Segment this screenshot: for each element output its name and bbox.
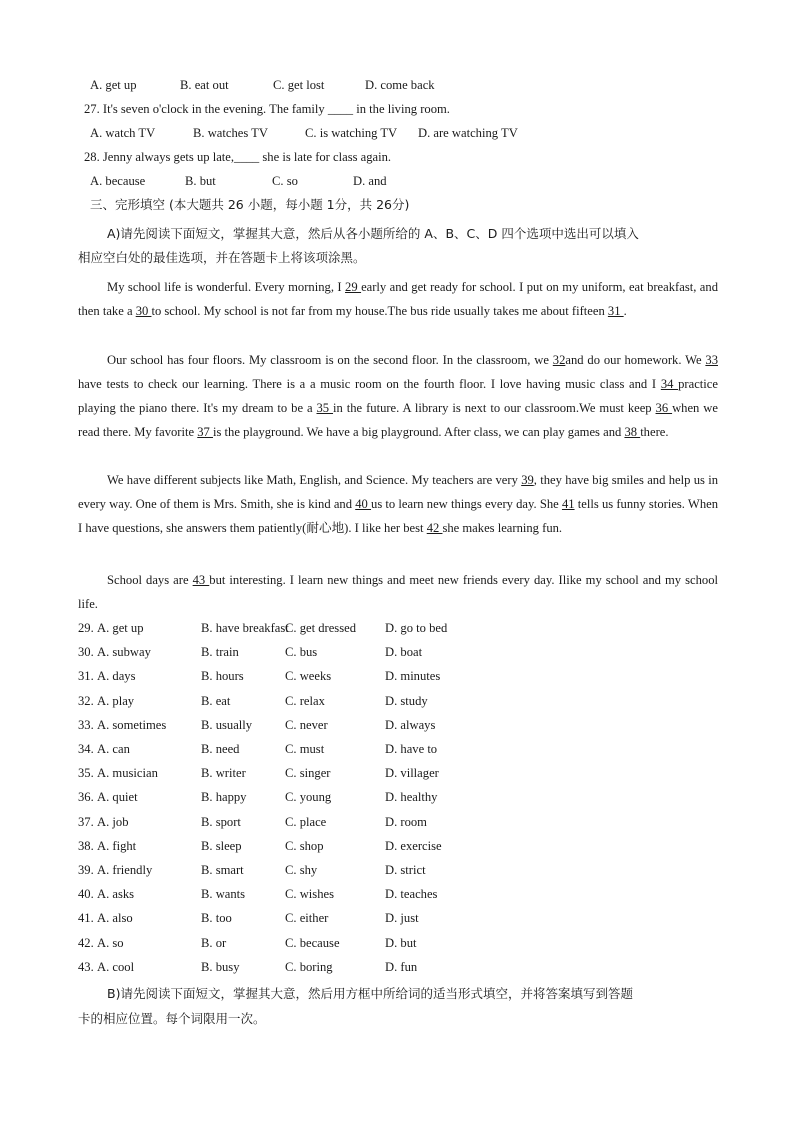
- blank-39: 39: [521, 473, 534, 487]
- answer-option[interactable]: C. relax: [285, 693, 325, 708]
- answer-option[interactable]: A. job: [97, 814, 129, 829]
- answer-option[interactable]: A. musician: [97, 766, 158, 781]
- answer-option[interactable]: D. fun: [385, 959, 418, 974]
- answer-option[interactable]: B. busy: [201, 959, 240, 974]
- answer-option[interactable]: C. boring: [285, 959, 333, 974]
- answer-option[interactable]: D. strict: [385, 863, 426, 877]
- blank-37: 37: [197, 425, 213, 439]
- option: A. get up: [90, 78, 137, 92]
- passage-paragraph-1: My school life is wonderful. Every morning, I 29 early and get ready for school. I put on my uniform, eat breakfast, and then take a 30 to school. My school is not far from my house.The bus ride usually takes me about fifteen 31 .: [78, 280, 718, 318]
- answer-option[interactable]: C. never: [285, 717, 328, 732]
- answer-option[interactable]: C. shop: [285, 838, 324, 853]
- answer-option[interactable]: B. hours: [201, 669, 244, 684]
- option: B. eat out: [180, 78, 229, 92]
- answer-option[interactable]: D. have to: [385, 742, 438, 756]
- part-b-instruction: B)请先阅读下面短文，掌握其大意，然后用方框中所给词的适当形式填空，并将答案填写到答题: [107, 986, 633, 1001]
- option: A. watch TV: [90, 126, 156, 140]
- question-number: 36.: [78, 790, 94, 805]
- answer-option[interactable]: C. singer: [285, 766, 331, 781]
- question-number: 33.: [78, 717, 94, 732]
- answer-option[interactable]: A. asks: [97, 887, 135, 902]
- answer-option[interactable]: B. need: [201, 742, 240, 756]
- answer-option[interactable]: C. weeks: [285, 669, 332, 684]
- answer-option[interactable]: B. eat: [201, 693, 231, 708]
- answer-option[interactable]: B. or: [201, 935, 227, 950]
- question-number: 31.: [78, 669, 94, 684]
- question-number: 41.: [78, 911, 94, 926]
- answer-option[interactable]: B. wants: [201, 887, 246, 902]
- blank-35: 35: [316, 401, 334, 415]
- part-a-instruction-cont: 相应空白处的最佳选项，并在答题卡上将该项涂黑。: [78, 250, 366, 265]
- part-a-instruction: A)请先阅读下面短文，掌握其大意，然后从各小题所给的 A、B、C、D 四个选项中选出可以填入: [107, 226, 639, 241]
- answer-option[interactable]: C. because: [285, 935, 340, 950]
- answer-option[interactable]: C. place: [285, 814, 327, 829]
- answer-option[interactable]: D. just: [385, 911, 419, 926]
- answer-option[interactable]: C. bus: [285, 645, 318, 660]
- blank-42: 42: [426, 521, 443, 535]
- option: C. get lost: [273, 78, 325, 92]
- question-number: 34.: [78, 742, 94, 756]
- blank-31: 31: [607, 304, 624, 318]
- answer-option[interactable]: B. writer: [201, 766, 246, 781]
- question-number: 30.: [78, 645, 94, 660]
- blank-36: 36: [655, 401, 673, 415]
- question-number: 39.: [78, 863, 94, 877]
- answer-option[interactable]: A. also: [97, 911, 133, 926]
- answer-option[interactable]: D. minutes: [385, 669, 441, 684]
- answer-option[interactable]: B. happy: [201, 790, 247, 805]
- blank-32: 32: [552, 353, 566, 367]
- question-number: 38.: [78, 838, 94, 853]
- question-number: 43.: [78, 959, 94, 974]
- section-title: 三、完形填空 (本大题共 26 小题，每小题 1分，共 26分): [90, 197, 410, 212]
- option: B. watches TV: [193, 126, 268, 140]
- answer-option[interactable]: D. room: [385, 814, 427, 829]
- blank-41: 41: [561, 497, 575, 511]
- blank-43: 43: [192, 573, 210, 587]
- question-number: 35.: [78, 766, 94, 781]
- answer-option[interactable]: B. sleep: [201, 838, 242, 853]
- answer-option[interactable]: B. train: [201, 645, 239, 660]
- answer-option[interactable]: B. have breakfast: [201, 621, 289, 635]
- option: A. because: [90, 174, 146, 188]
- q27-stem: 27. It's seven o'clock in the evening. The family ____ in the living room.: [84, 102, 450, 116]
- answer-option[interactable]: D. boat: [385, 645, 423, 660]
- question-number: 29.: [78, 621, 94, 635]
- answer-option[interactable]: D. go to bed: [385, 621, 448, 635]
- option: D. come back: [365, 78, 435, 92]
- question-number: 32.: [78, 693, 94, 708]
- answer-option[interactable]: A. days: [97, 669, 136, 684]
- answer-option[interactable]: D. but: [385, 935, 417, 950]
- answer-option[interactable]: C. get dressed: [285, 621, 356, 635]
- passage-paragraph-2: Our school has four floors. My classroom is on the second floor. In the classroom, we 32and do our homework. We 33 have tests to check our learning. There is a a music room on the fourth floor. I love having music class and I 34 practice playing the piano there. It's my dream to be a 35 in the future. A library is next to our classroom.We must keep 36 when we read there. My favorite 37 is the playground. We have a big playground. After class, we can play games and 38 there.: [78, 353, 718, 439]
- answer-option[interactable]: C. shy: [285, 863, 318, 877]
- answer-option[interactable]: A. friendly: [97, 863, 153, 877]
- answer-option[interactable]: C. wishes: [285, 887, 334, 902]
- blank-38: 38: [624, 425, 641, 439]
- question-number: 40.: [78, 887, 94, 902]
- option: D. are watching TV: [418, 126, 518, 140]
- blank-30: 30: [135, 304, 152, 318]
- answer-option[interactable]: D. healthy: [385, 790, 438, 805]
- answer-option[interactable]: A. subway: [97, 645, 151, 660]
- answer-option[interactable]: A. can: [97, 742, 130, 756]
- answer-option[interactable]: D. study: [385, 693, 428, 708]
- option: C. so: [272, 174, 298, 188]
- answer-option[interactable]: B. smart: [201, 863, 244, 877]
- blank-40: 40: [355, 497, 372, 511]
- answer-option[interactable]: D. villager: [385, 766, 439, 781]
- answer-option[interactable]: C. must: [285, 742, 325, 756]
- q28-stem: 28. Jenny always gets up late,____ she is late for class again.: [84, 150, 392, 164]
- answer-option[interactable]: D. always: [385, 717, 436, 732]
- passage-paragraph-3: We have different subjects like Math, English, and Science. My teachers are very 39, they have big smiles and help us in every way. One of them is Mrs. Smith, she is kind and 40 us to learn new things every day. She 41 tells us funny stories. When I have questions, she answers them patiently(耐心地). I like her best 42 she makes learning fun.: [78, 473, 718, 535]
- part-b-instruction-cont: 卡的相应位置。每个词限用一次。: [78, 1011, 266, 1026]
- answer-option[interactable]: A. get up: [97, 621, 144, 635]
- answer-option[interactable]: A. play: [97, 693, 135, 708]
- answer-option[interactable]: B. usually: [201, 717, 253, 732]
- answer-option[interactable]: A. cool: [97, 959, 135, 974]
- question-number: 37.: [78, 814, 94, 829]
- answer-option[interactable]: A. so: [97, 935, 124, 950]
- blank-29: 29: [345, 280, 362, 294]
- option: C. is watching TV: [305, 126, 398, 140]
- answer-option[interactable]: D. exercise: [385, 838, 442, 853]
- answer-option[interactable]: C. either: [285, 911, 329, 926]
- answer-option[interactable]: B. too: [201, 911, 232, 926]
- answer-option[interactable]: B. sport: [201, 814, 241, 829]
- answer-option[interactable]: D. teaches: [385, 887, 438, 902]
- passage-paragraph-4: School days are 43 but interesting. I learn new things and meet new friends every day. Ilike my school and my school life.: [78, 573, 719, 611]
- blank-34: 34: [660, 377, 679, 391]
- question-number: 42.: [78, 935, 94, 950]
- answer-option[interactable]: A. fight: [97, 838, 137, 853]
- answer-option[interactable]: A. quiet: [97, 790, 138, 805]
- option: D. and: [353, 174, 387, 188]
- option: B. but: [185, 174, 216, 188]
- blank-33: 33: [705, 353, 718, 367]
- answer-option[interactable]: A. sometimes: [97, 717, 167, 732]
- answer-option[interactable]: C. young: [285, 790, 332, 805]
